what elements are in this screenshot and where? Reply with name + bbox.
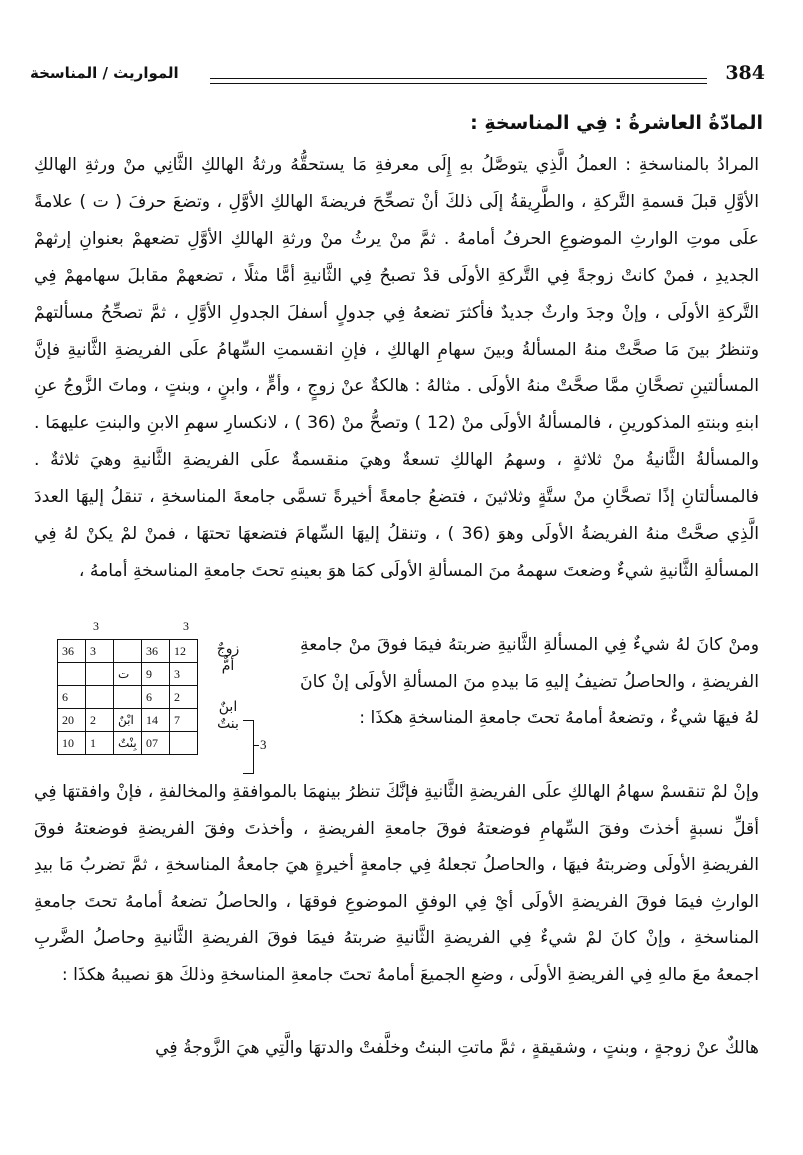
bracket (243, 720, 254, 774)
table-row (58, 732, 198, 755)
table-cell: 07 (142, 732, 170, 755)
header-rule-bottom (210, 83, 707, 84)
paragraph-side: ومنْ كانَ لهُ شيءٌ فِي المسألةِ الثَّانيةِ ضربتهُ فيمَا فوقَ منْ جامعةِ الفريضةِ ، والحاصلُ تضيفُ إليهِ مَا بيدهِ منَ المسألةِ الأولَى إنْ كانَ لهُ فيهَا شيءٌ ، وتضعهُ أمامهُ تحتَ جامعةِ المناسخةِ هكذَا : (300, 635, 759, 729)
bracket-value: 3 (260, 737, 267, 752)
table-cell: 36 (142, 640, 170, 663)
page-header (30, 62, 765, 90)
column-top-label: 3 (183, 619, 189, 633)
table-cell: 3 (170, 663, 198, 686)
table-row (58, 709, 198, 732)
inheritance-grid (57, 639, 198, 755)
page-number: 384 (725, 62, 765, 84)
section-title: المادّةُ العاشرةُ : فِي المناسخةِ : (470, 112, 763, 134)
table-cell: 14 (142, 709, 170, 732)
table-row (58, 663, 198, 686)
table-cell (114, 640, 142, 663)
paragraph-2: وإنْ لمْ تنقسمْ سهامُ الهالكِ علَى الفريضةِ الثَّانيةِ فإنَّكَ تنظرُ بينهمَا بالموافقةِ والمخالفةِ ، فإنْ وافقتهَا فِي أقلِّ نسبةٍ أخذتَ وفقَ السِّهامِ فوضعتهُ فوقَ جامعةِ الفريضةِ ، وأخذتَ وفقَ الفريضةِ فوضعتهُ فوقَ الفريضةِ الأولَى وضربتهُ فيهَا ، والحاصلُ تجعلهُ فِي جامعةٍ أخيرةٍ هيَ جامعةُ المناسخةِ ، ثمَّ تضربُ مَا بيدِ الوارثِ فيمَا فوقَ الفريضةِ الأولَى أيْ فِي الوفقِ الموضوعِ فوقهَا ، والحاصلُ تضعهُ أمامهُ تحتَ جامعةِ المناسخةِ ، وإنْ كانَ لمْ شيءٌ فِي الفريضةِ الثَّانيةِ ضربتهُ فيمَا فوقَ الفريضةِ الثَّانيةِ وحاصلُ الضَّربِ اجمعهُ معَ مالهِ فِي الفريضةِ الأولَى ، وضعِ الجميعَ أمامهُ تحتَ جامعةِ المناسخةِ وذلكَ هوَ نصيبهُ هكذَا : (34, 782, 759, 985)
heir-label: بنتٌ (217, 716, 239, 732)
paragraph-3: هالكٌ عنْ زوجةٍ ، وبنتٍ ، وشقيقةٍ ، ثمَّ ماتتِ البنتُ وخلَّفتْ والدتهَا والَّتِي هيَ الزَّوجةُ فِي (155, 1038, 759, 1058)
table-cell (114, 686, 142, 709)
table-cell: 2 (86, 709, 114, 732)
table-cell (86, 686, 114, 709)
running-title: المواريث / المناسخة (30, 64, 179, 82)
table-row (58, 686, 198, 709)
header-rule-top (210, 78, 707, 79)
table-cell: 10 (58, 732, 86, 755)
inheritance-table (50, 617, 290, 782)
table-row (58, 640, 198, 663)
table-cell (86, 663, 114, 686)
table-cell: ابْنٌ (114, 709, 142, 732)
heir-label: زوجٌ (216, 641, 240, 657)
heir-label: ابنٌ (218, 699, 238, 715)
table-cell: 12 (170, 640, 198, 663)
table-cell (170, 732, 198, 755)
heir-label: أمٌّ (221, 658, 235, 674)
column-top-label: 3 (93, 619, 99, 633)
table-cell: 2 (170, 686, 198, 709)
table-cell: 3 (86, 640, 114, 663)
table-cell: 1 (86, 732, 114, 755)
table-cell: ت (114, 663, 142, 686)
table-cell: 6 (58, 686, 86, 709)
table-cell: 7 (170, 709, 198, 732)
table-cell (58, 663, 86, 686)
table-cell: 20 (58, 709, 86, 732)
table-cell: بِنْتٌ (114, 732, 142, 755)
table-cell: 6 (142, 686, 170, 709)
paragraph-1: المرادُ بالمناسخةِ : العملُ الَّذِي يتوصَّلُ بهِ إِلَى معرفةِ مَا يستحقُّهُ ورثةُ الهالكِ الثَّانِي منْ ورثةِ الهالكِ الأوَّلِ قبلَ قسمةِ التَّركةِ ، والطَّرِيقةُ إلَى ذلكَ أنْ تصحِّحَ فريضةَ الهالكِ الأوَّلِ ، وتضعَ حرفَ ( ت ) علامةً علَى موتِ الوارثِ الموضوعِ الحرفُ أمامهُ . ثمَّ منْ يرثُ منْ ورثةِ الهالكِ الأوَّلِ تضعهمْ بعنوانِ إرثهمْ الجديدِ ، فمنْ كانتْ زوجةً فِي التَّركةِ الأولَى قدْ تصبحُ فِي الثَّانيةِ أمًّا مثلًا ، تضعهمْ مقابلَ سهامهمْ فِي التَّركةِ الأولَى ، وإنْ وجدَ وارثٌ جديدٌ فأكثرَ تضعهُ فِي جدولٍ أسفلَ الجدولِ الأوَّلِ ، ثمَّ تصحِّحُ مسألتهمْ وتنظرُ بينَ مَا صحَّتْ منهُ المسألةُ وبينَ سهامِ الهالكِ ، فإنِ انقسمتِ السِّهامُ علَى الفريضةِ الثَّانيةِ فإنَّ المسألتينِ تصحَّانِ ممَّا صحَّتْ منهُ الأولَى . مثالهُ : هالكةٌ عنْ زوجٍ ، وأمٍّ ، وابنٍ ، وبنتٍ ، وماتَ الزَّوجُ عنِ ابنهِ وبنتهِ المذكورينِ ، فالمسألةُ الأولَى منْ (12 ) وتصحُّ منْ (36 ) ، لانكسارِ سهمِ الابنِ والبنتِ عليهمَا . والمسألةُ الثَّانيةُ منْ ثلاثةٍ ، وسهمُ الهالكِ تسعةٌ وهيَ منقسمةٌ علَى الفريضةِ الثَّانيةِ وهيَ ثلاثةٌ . فالمسألتانِ إذًا تصحَّانِ منْ ستَّةٍ وثلاثينَ ، فتضعُ جامعةً أخيرةً تسمَّى جامعةَ المناسخةِ ، تنقلُ إليهَا العددَ الَّذِي صحَّتْ منهُ الفريضةُ الأولَى وهوَ (36 ) ، وتنقلُ إليهَا السِّهامَ فتضعهَا تحتهَا ، فمنْ لمْ يكنْ لهُ فِي المسألةِ الثَّانيةِ شيءٌ وضعتَ سهمهُ منَ المسألةِ الأولَى كمَا هوَ بعينهِ تحتَ جامعةِ المناسخةِ أمامهُ ، (34, 155, 759, 581)
heirs-list (208, 641, 248, 733)
bracket-dash (253, 745, 259, 746)
table-cell: 36 (58, 640, 86, 663)
table-cell: 9 (142, 663, 170, 686)
